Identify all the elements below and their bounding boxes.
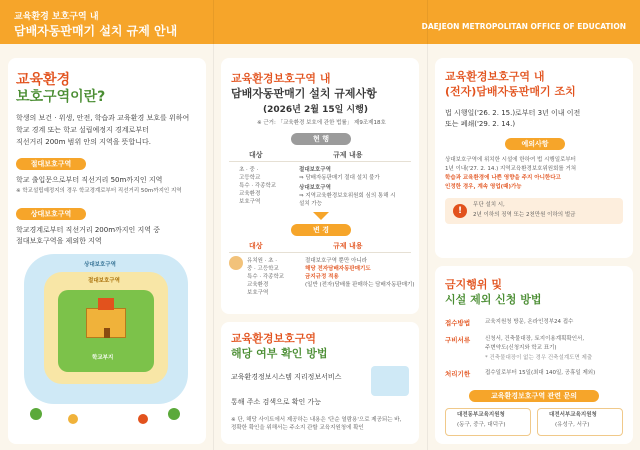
absolute-zone-badge: 절대보호구역 (16, 158, 86, 170)
change-badge: 변 경 (291, 224, 351, 236)
panel-protection-zone (0, 44, 213, 450)
warning-icon: ! (453, 204, 467, 218)
card-application (435, 266, 633, 444)
relative-zone-text: 절대보호구역을 제외한 지역 (16, 237, 102, 245)
relative-zone-label: 상대보호구역 (84, 262, 116, 268)
change-target: 중 · 고등학교 (247, 266, 279, 272)
tree-icon (30, 408, 42, 420)
current-head-rule: 규제 내용 (333, 151, 363, 159)
panel-measures (427, 44, 640, 450)
header-band (0, 0, 640, 44)
tree-icon (168, 408, 180, 420)
change-head-rule: 규제 내용 (333, 242, 363, 250)
definition-text: 학생의 보건 · 위생, 안전, 학습과 교육환경 보호를 위하여 (16, 114, 190, 122)
reg-effective-date: (2026년 2월 15일 시행) (263, 105, 368, 115)
exception-badge: 예외사항 (505, 138, 565, 150)
exception-text: 상대보호구역에 위치한 시설에 한하여 법 시행일로부터 (445, 157, 576, 163)
reg-legal-basis: ※ 근거: 「교육환경 보호에 관한 법률」 제9조제18호 (257, 120, 386, 126)
change-rule-1: 절대보호구역 뿐만 아니라 (305, 258, 367, 264)
current-target: 특수 · 각종학교 (239, 183, 277, 189)
apply-documents-label: 구비서류 (445, 336, 471, 344)
change-rule-2b: 금지규정 적용 (305, 274, 339, 280)
current-rule-relative-detail: ⇒ 지역교육환경보호위원회 심의 통해 시 (299, 193, 396, 199)
card-measures (435, 58, 633, 258)
current-rule-absolute: 절대보호구역 (299, 167, 331, 173)
change-rule-3: (일반 (전자)담배를 판매하는 담배자동판매기) (305, 282, 415, 288)
current-rule-relative: 상대보호구역 (299, 185, 331, 191)
office-west-area: (유성구, 서구) (555, 422, 590, 428)
office-west-name: 대전서부교육지원청 (549, 412, 597, 418)
header-subtitle: 교육환경 보호구역 내 (14, 12, 99, 22)
definition-text: 학교 경계 또는 학교 설립예정지 경계로부터 (16, 126, 149, 134)
check-method-note: ※ 단, 해당 사이트에서 제공하는 내용은 '단순 열람용'으로 제공되는 바, (231, 417, 402, 423)
card-regulations (221, 58, 419, 314)
current-head-target: 대상 (249, 151, 263, 159)
change-target: 유치원 · 초 · (247, 258, 277, 264)
penalty-text: 2년 이하의 징역 또는 2천만원 이하의 벌금 (473, 212, 576, 218)
absolute-zone-note: ※ 학교설립예정지의 경우 학교경계로부터 직선거리 50m까지인 지역 (16, 188, 182, 194)
measure-law-text: 법 시행일('26. 2. 15.)로부터 3년 이내 이전 (445, 109, 581, 117)
person-icon (138, 414, 148, 424)
current-target: 교육환경 (239, 191, 261, 197)
current-target: 초 · 중 · (239, 167, 259, 173)
current-rule-relative-detail: 설치 가능 (299, 201, 323, 207)
check-method-system: 교육환경정보시스템 지리정보서비스 (231, 373, 342, 381)
down-arrow-icon (313, 212, 329, 220)
absolute-zone-label: 절대보호구역 (88, 278, 120, 284)
change-rule-2a: 해당 전자담배자동판매기도 (305, 266, 371, 272)
absolute-zone-text: 학교 출입문으로부터 직선거리 50m까지인 지역 (16, 176, 163, 184)
apply-deadline-label: 처리기한 (445, 370, 471, 378)
measure-title-line2: (전자)담배자동판매기 조치 (445, 85, 576, 98)
apply-documents-value: 주변약도(신청지와 학교 표기) (485, 345, 557, 351)
office-east-area: (동구, 중구, 대덕구) (457, 422, 506, 428)
check-method-note: 정확한 확인을 위해서는 주소지 관할 교육지원청에 확인 (231, 425, 364, 431)
apply-title-line2: 시설 제외 신청 방법 (445, 293, 542, 306)
change-target: 보호구역 (247, 290, 269, 296)
inquiry-badge: 교육환경보호구역 관련 문의 (469, 390, 599, 402)
reg-title-line1: 교육환경보호구역 내 (231, 72, 331, 85)
change-target: 교육환경 (247, 282, 269, 288)
relative-zone-text: 학교경계로부터 직선거리 200m까지인 지역 중 (16, 226, 161, 234)
school-site-label: 학교부지 (92, 355, 114, 361)
apply-title-line1: 금지행위 및 (445, 278, 502, 291)
check-method-search: 통해 주소 검색으로 확인 가능 (231, 398, 322, 406)
exception-text: 인정한 경우, 계속 영업(때)가능 (445, 184, 522, 190)
penalty-text: 무단 설치 시, (473, 202, 505, 208)
current-rule-absolute-detail: ⇒ 담배자동판매기 절대 설치 불가 (299, 175, 380, 181)
current-badge: 현 행 (291, 133, 351, 145)
check-title-line1: 교육환경보호구역 (231, 332, 317, 345)
change-head-target: 대상 (249, 242, 263, 250)
divider (229, 252, 411, 253)
current-target: 보호구역 (239, 199, 261, 205)
apply-method-label: 접수방법 (445, 319, 471, 327)
relative-zone-badge: 상대보호구역 (16, 208, 86, 220)
change-target: 특수 · 각종학교 (247, 274, 285, 280)
section-title-line1: 교육환경 (16, 72, 71, 88)
school-door-icon (104, 328, 110, 338)
header-title: 담배자동판매기 설치 규제 안내 (14, 24, 178, 38)
school-roof-icon (98, 298, 114, 310)
definition-text: 직선거리 200m 범위 안의 지역을 뜻합니다. (16, 138, 151, 146)
office-east-name: 대전동부교육지원청 (457, 412, 505, 418)
check-title-line2: 해당 여부 확인 방법 (231, 347, 328, 360)
current-target: 고등학교 (239, 175, 261, 181)
exception-text: 1년 이내('27. 2. 14.) 지역교육환경보호위원회를 거쳐 (445, 166, 577, 172)
reg-title-line2: 담배자동판매기 설치 규제사항 (231, 87, 377, 100)
person-icon (68, 414, 78, 424)
panel-regulations (213, 44, 427, 450)
map-search-icon (371, 366, 409, 396)
apply-documents-note: * 건축물대장이 없는 경우 건축설계도면 제출 (485, 355, 593, 361)
apply-method-value: 교육지원청 방문, 온라인정부24 접수 (485, 319, 574, 325)
exception-text: 학습과 교육환경에 나쁜 영향을 주지 아니한다고 (445, 175, 561, 181)
section-title-line2: 보호구역이란? (16, 89, 106, 105)
apply-deadline-value: 접수일로부터 15일(최대 140일, 공휴일 제외) (485, 370, 596, 376)
divider (229, 161, 411, 162)
measure-law-text: 또는 폐쇄('29. 2. 14.) (445, 120, 516, 128)
apply-documents-value: 신청서, 건축물대장, 토지이용계획확인서, (485, 336, 585, 342)
card-check-method (221, 322, 419, 444)
student-avatar-icon (229, 256, 243, 270)
card-definition (8, 58, 206, 444)
measure-title-line1: 교육환경보호구역 내 (445, 70, 545, 83)
header-org: DAEJEON METROPOLITAN OFFICE OF EDUCATION (421, 22, 626, 31)
